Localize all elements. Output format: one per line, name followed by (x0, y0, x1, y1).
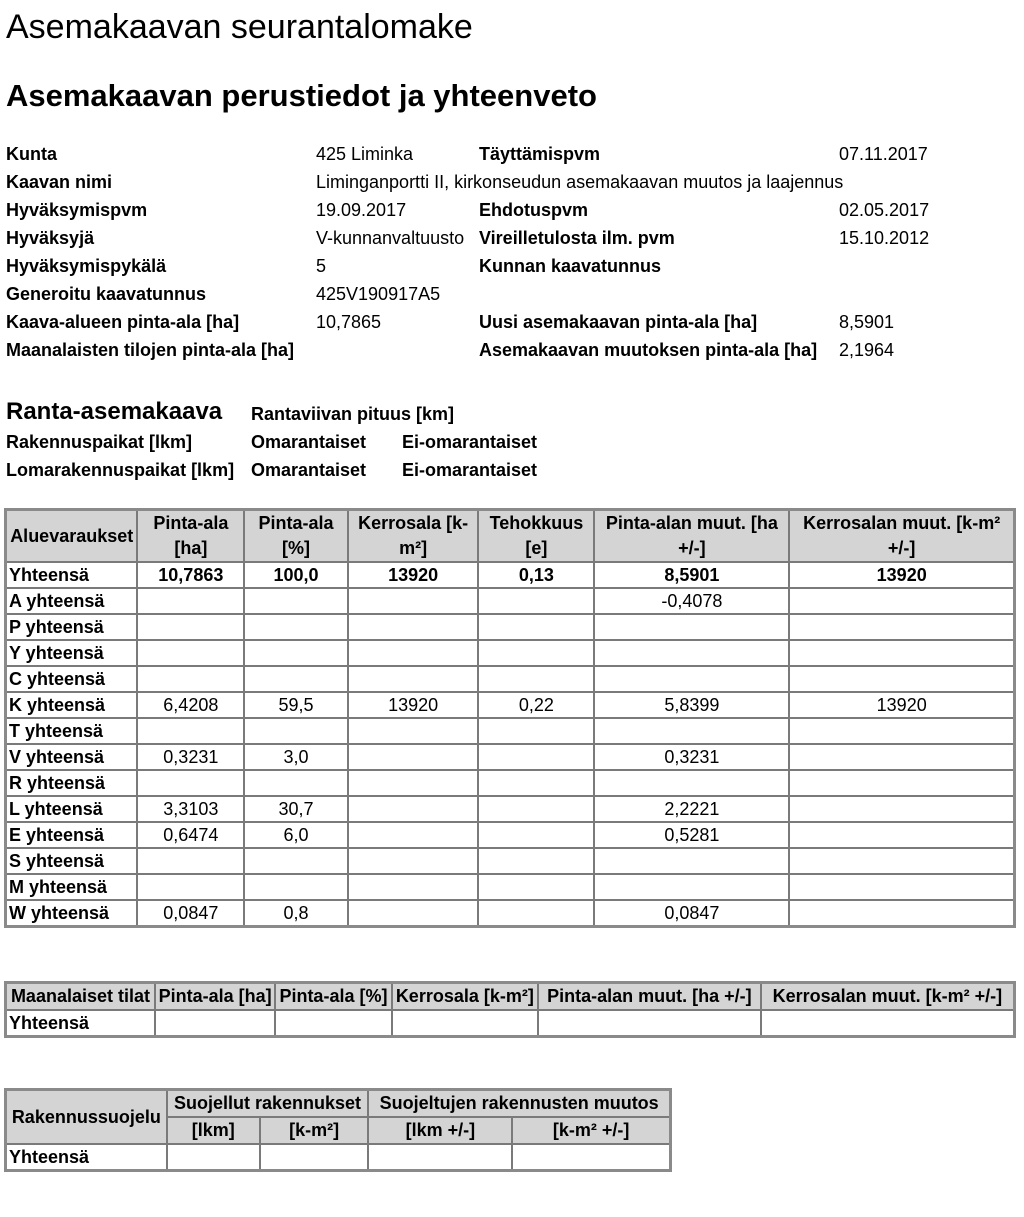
kaavan-nimi-value: Liminganportti II, kirkonseudun asemakaavan muutos ja laajennus (316, 172, 844, 192)
hyvaksymispvm-label: Hyväksymispvm (6, 200, 148, 220)
table-cell: 0,13 (478, 562, 594, 588)
table-cell: 13920 (789, 562, 1014, 588)
table-cell (244, 614, 348, 640)
header-m-kerrosalan-muut: Kerrosalan muut. [k-m² +/-] (761, 983, 1015, 1011)
row-label: L yhteensä (6, 796, 138, 822)
table-cell: 6,4208 (137, 692, 244, 718)
table-cell (789, 718, 1014, 744)
table-cell (512, 1144, 670, 1171)
table-cell (594, 770, 789, 796)
header-suojeltujen-muutos: Suojeltujen rakennusten muutos (368, 1090, 670, 1118)
table-cell (244, 770, 348, 796)
header-aluevaraukset: Aluevaraukset (6, 510, 138, 563)
header-suojellut: Suojellut rakennukset (167, 1090, 369, 1118)
kaavan-nimi-label: Kaavan nimi (6, 172, 113, 192)
header-lkm-muutos: [lkm +/-] (368, 1117, 512, 1144)
hyvaksyja-value: V-kunnanvaltuusto (316, 228, 465, 248)
header-tehokkuus: Tehokkuus [e] (478, 510, 594, 563)
tayttamispvm-label: Täyttämispvm (479, 144, 601, 164)
pykala-label: Hyväksymispykälä (6, 256, 167, 276)
kunta-label: Kunta (6, 144, 57, 164)
header-kerrosalan-muut: Kerrosalan muut. [k-m² +/-] (789, 510, 1014, 563)
table-cell (348, 822, 479, 848)
table-cell (594, 848, 789, 874)
table-cell: 59,5 (244, 692, 348, 718)
table-cell (348, 744, 479, 770)
hyvaksyja-label: Hyväksyjä (6, 228, 95, 248)
table-cell (789, 822, 1014, 848)
pykala-value: 5 (316, 256, 327, 276)
table-cell (789, 666, 1014, 692)
rakennuspaikat-label: Rakennuspaikat [lkm] (6, 432, 193, 452)
table-cell (244, 666, 348, 692)
muutoksen-value: 2,1964 (839, 340, 895, 360)
table-cell (789, 874, 1014, 900)
table-cell: 3,3103 (137, 796, 244, 822)
table-row (6, 874, 1015, 900)
table-cell: 100,0 (244, 562, 348, 588)
lomarakennuspaikat-omarantaiset: Omarantaiset (251, 460, 367, 480)
table-cell (244, 588, 348, 614)
table-cell (348, 588, 479, 614)
table-cell: 2,2221 (594, 796, 789, 822)
table-cell: 0,8 (244, 900, 348, 927)
table-cell (137, 874, 244, 900)
table-cell (594, 718, 789, 744)
pinta-ala-label: Kaava-alueen pinta-ala [ha] (6, 312, 240, 332)
table-cell (789, 588, 1014, 614)
table-cell: 10,7863 (137, 562, 244, 588)
table-cell (392, 1010, 538, 1037)
table-row (6, 562, 1015, 588)
table-cell: 0,3231 (137, 744, 244, 770)
table-cell (348, 718, 479, 744)
table-row (6, 1010, 1015, 1037)
table-cell (594, 874, 789, 900)
row-label: V yhteensä (6, 744, 138, 770)
header-pinta-ala-ha: Pinta-ala [ha] (137, 510, 244, 563)
kunnan-tunnus-label: Kunnan kaavatunnus (479, 256, 662, 276)
table-cell (244, 874, 348, 900)
table-cell (789, 614, 1014, 640)
ehdotuspvm-label: Ehdotuspvm (479, 200, 589, 220)
table-cell (348, 900, 479, 927)
header-rakennussuojelu: Rakennussuojelu (6, 1090, 167, 1145)
table-cell (368, 1144, 512, 1171)
page-title: Asemakaavan seurantalomake (6, 8, 473, 46)
table-cell: 5,8399 (594, 692, 789, 718)
header-pinta-alan-muut: Pinta-alan muut. [ha +/-] (594, 510, 789, 563)
table-cell (137, 848, 244, 874)
header-lkm: [lkm] (167, 1117, 260, 1144)
row-label: P yhteensä (6, 614, 138, 640)
row-label: R yhteensä (6, 770, 138, 796)
table-row (6, 640, 1015, 666)
aluevaraukset-table (4, 508, 1016, 928)
table-cell (538, 1010, 761, 1037)
table-cell (155, 1010, 275, 1037)
table-row (6, 692, 1015, 718)
row-label: A yhteensä (6, 588, 138, 614)
table-cell (348, 848, 479, 874)
table-cell (348, 614, 479, 640)
table-row (6, 744, 1015, 770)
table-cell (789, 770, 1014, 796)
header-k-m2: [k-m²] (260, 1117, 368, 1144)
row-label: C yhteensä (6, 666, 138, 692)
maanalaiset-table (4, 981, 1016, 1038)
table-cell (594, 666, 789, 692)
row-label: W yhteensä (6, 900, 138, 927)
table-cell (478, 744, 594, 770)
row-label: Yhteensä (6, 1144, 167, 1171)
table-cell (789, 900, 1014, 927)
table-cell: 0,5281 (594, 822, 789, 848)
table-cell (348, 796, 479, 822)
header-m-pinta-ala-pct: Pinta-ala [%] (275, 983, 391, 1011)
vireille-value: 15.10.2012 (839, 228, 930, 248)
row-label: Y yhteensä (6, 640, 138, 666)
table-row (6, 900, 1015, 927)
table-cell (478, 848, 594, 874)
table-cell (348, 874, 479, 900)
table-cell (348, 666, 479, 692)
table-cell (137, 614, 244, 640)
rakennuspaikat-omarantaiset: Omarantaiset (251, 432, 367, 452)
table-cell (789, 796, 1014, 822)
row-label: E yhteensä (6, 822, 138, 848)
table-cell (478, 770, 594, 796)
header-k-m2-muutos: [k-m² +/-] (512, 1117, 670, 1144)
ehdotuspvm-value: 02.05.2017 (839, 200, 930, 220)
header-m-pinta-alan-muut: Pinta-alan muut. [ha +/-] (538, 983, 761, 1011)
hyvaksymispvm-value: 19.09.2017 (316, 200, 407, 220)
row-label: M yhteensä (6, 874, 138, 900)
table-cell (478, 900, 594, 927)
table-cell: 0,6474 (137, 822, 244, 848)
table-cell (348, 770, 479, 796)
table-cell: 30,7 (244, 796, 348, 822)
ranta-title: Ranta-asemakaava (6, 398, 223, 425)
table-cell (137, 588, 244, 614)
table-cell: -0,4078 (594, 588, 789, 614)
uusi-value: 8,5901 (839, 312, 895, 332)
table-cell (594, 614, 789, 640)
table-row (6, 718, 1015, 744)
rakennuspaikat-ei-omarantaiset: Ei-omarantaiset (402, 432, 538, 452)
table-cell (348, 640, 479, 666)
table-row (6, 770, 1015, 796)
table-cell (789, 640, 1014, 666)
generoitu-value: 425V190917A5 (316, 284, 441, 304)
table-cell (478, 614, 594, 640)
table-cell (137, 718, 244, 744)
table-cell (260, 1144, 368, 1171)
table-cell (137, 666, 244, 692)
section-title: Asemakaavan perustiedot ja yhteenveto (6, 78, 597, 113)
table-cell: 13920 (348, 692, 479, 718)
table-row (6, 614, 1015, 640)
row-label: Yhteensä (6, 1010, 155, 1037)
table-row (6, 848, 1015, 874)
vireille-label: Vireilletulosta ilm. pvm (479, 228, 675, 248)
table-cell (478, 666, 594, 692)
table-cell: 6,0 (244, 822, 348, 848)
muutoksen-label: Asemakaavan muutoksen pinta-ala [ha] (479, 340, 818, 360)
table-cell: 13920 (789, 692, 1014, 718)
uusi-label: Uusi asemakaavan pinta-ala [ha] (479, 312, 758, 332)
row-label: K yhteensä (6, 692, 138, 718)
header-pinta-ala-pct: Pinta-ala [%] (244, 510, 348, 563)
kunta-value: 425 Liminka (316, 144, 414, 164)
row-label: Yhteensä (6, 562, 138, 588)
table-cell: 0,0847 (137, 900, 244, 927)
lomarakennuspaikat-label: Lomarakennuspaikat [lkm] (6, 460, 235, 480)
table-cell: 0,3231 (594, 744, 789, 770)
table-row (6, 822, 1015, 848)
header-m-pinta-ala-ha: Pinta-ala [ha] (155, 983, 275, 1011)
table-cell: 13920 (348, 562, 479, 588)
table-cell (478, 640, 594, 666)
header-maanalaiset-tilat: Maanalaiset tilat (6, 983, 155, 1011)
table-cell (478, 822, 594, 848)
table-cell (244, 718, 348, 744)
table-cell (789, 744, 1014, 770)
rantaviiva-label: Rantaviivan pituus [km] (251, 404, 455, 424)
table-cell (594, 640, 789, 666)
tayttamispvm-value: 07.11.2017 (839, 144, 928, 164)
table-cell (167, 1144, 260, 1171)
table-row (6, 666, 1015, 692)
table-cell: 0,0847 (594, 900, 789, 927)
lomarakennuspaikat-ei-omarantaiset: Ei-omarantaiset (402, 460, 538, 480)
table-cell (244, 640, 348, 666)
table-cell (275, 1010, 391, 1037)
rakennussuojelu-table (4, 1088, 672, 1172)
table-row (6, 1144, 671, 1171)
table-cell (789, 848, 1014, 874)
table-row (6, 796, 1015, 822)
table-cell (761, 1010, 1015, 1037)
table-row (6, 588, 1015, 614)
pinta-ala-value: 10,7865 (316, 312, 382, 332)
table-cell: 0,22 (478, 692, 594, 718)
maanalaisten-label: Maanalaisten tilojen pinta-ala [ha] (6, 340, 295, 360)
table-cell: 3,0 (244, 744, 348, 770)
row-label: T yhteensä (6, 718, 138, 744)
row-label: S yhteensä (6, 848, 138, 874)
table-cell (478, 588, 594, 614)
header-kerrosala: Kerrosala [k-m²] (348, 510, 479, 563)
table-cell (137, 640, 244, 666)
table-cell (478, 796, 594, 822)
table-cell (478, 874, 594, 900)
table-cell (244, 848, 348, 874)
table-cell: 8,5901 (594, 562, 789, 588)
generoitu-label: Generoitu kaavatunnus (6, 284, 207, 304)
table-cell (137, 770, 244, 796)
table-cell (478, 718, 594, 744)
header-m-kerrosala: Kerrosala [k-m²] (392, 983, 538, 1011)
